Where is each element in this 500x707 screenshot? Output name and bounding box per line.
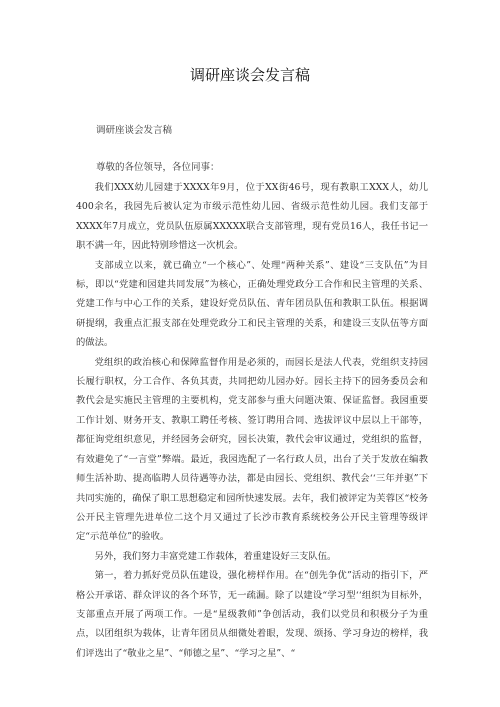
salutation: 尊敬的各位领导，各位同事：: [96, 162, 220, 173]
paragraph-first: 第一，着力抓好党员队伍建设，强化榜样作用。在“创先争优”活动的指引下，严格公开承诺、群众评议的各个环节，无一疏漏。除了以建设“学习型‘‘组织为目标外，支部重点开展了两项工作。一是“星级教师”争创活动，我们以党员和积极分子为重点，以团组织为载体，让青年团员从细微处着眼，发现、颂扬、学习身边的榜样，我们评选出了“敬业之星”、“师德之星”、“学习之星”、“: [76, 570, 428, 659]
document-body: [76, 178, 428, 663]
document-subtitle: 调研座谈会发言稿: [96, 125, 173, 136]
document-title: 调研座谈会发言稿: [189, 66, 310, 84]
paragraph-goals: 支部成立以来，就已确立“一个核心”、处理“两种关系”、建设“三支队伍”为目标，即以“党建和园建共同发展”为核心，正确处理党政分工合作和民主管理的关系、党建工作与中心工作的关系，建设好党员队伍、青年团员队伍和教职工队伍。根据调研提纲，我重点汇报支部在处理党政分工和民主管理的关系，和建设三支队伍等方面的做法。: [76, 259, 428, 349]
paragraph-teams: 另外，我们努力丰富党建工作载体，着重建设好三支队伍。: [94, 550, 337, 562]
paragraph-management: 党组织的政治核心和保障监督作用是必须的，而园长是法人代表，党组织支持园长履行职权，分工合作、各负其责，共同把幼儿园办好。园长主持下的园务委员会和教代会是实施民主管理的主要机构，党支部参与重大问题决策、保证监督。我园重要工作计划、财务开支、教职工聘任考核、签订聘用合同、选拔评议中层以上干部等，都征询党组织意见，并经园务会研究，园长决策，教代会审议通过，党组织的监督，有效避免了“一言堂”弊端。最近，我园选配了一名行政人员，出台了关于发放在编教师生活补助、提高临聘人员待遇等办法，都是由园长、党组织、教代会‘‘三年并驱”下共同实施的，确保了职工思想稳定和园所快速发展。去年，我们被评定为芙蓉区“校务公开民主管理先进单位二这个月又通过了长沙市教育系统校务公开民主管理等级评定“示范单位”的验收。: [76, 356, 428, 543]
paragraph-intro: 我们XXX幼儿园建于XXXX年9月，位于XX街46号，现有教职工XXX人，幼儿400余名，我园先后被认定为市级示范性幼儿园、省级示范性幼儿园。我们支部于XXXX年7月成立，党员队伍原属XXXXX联合支部管理，现有党员16人，我任书记一职不满一年，因此特别珍惜这一次机会。: [76, 182, 428, 252]
